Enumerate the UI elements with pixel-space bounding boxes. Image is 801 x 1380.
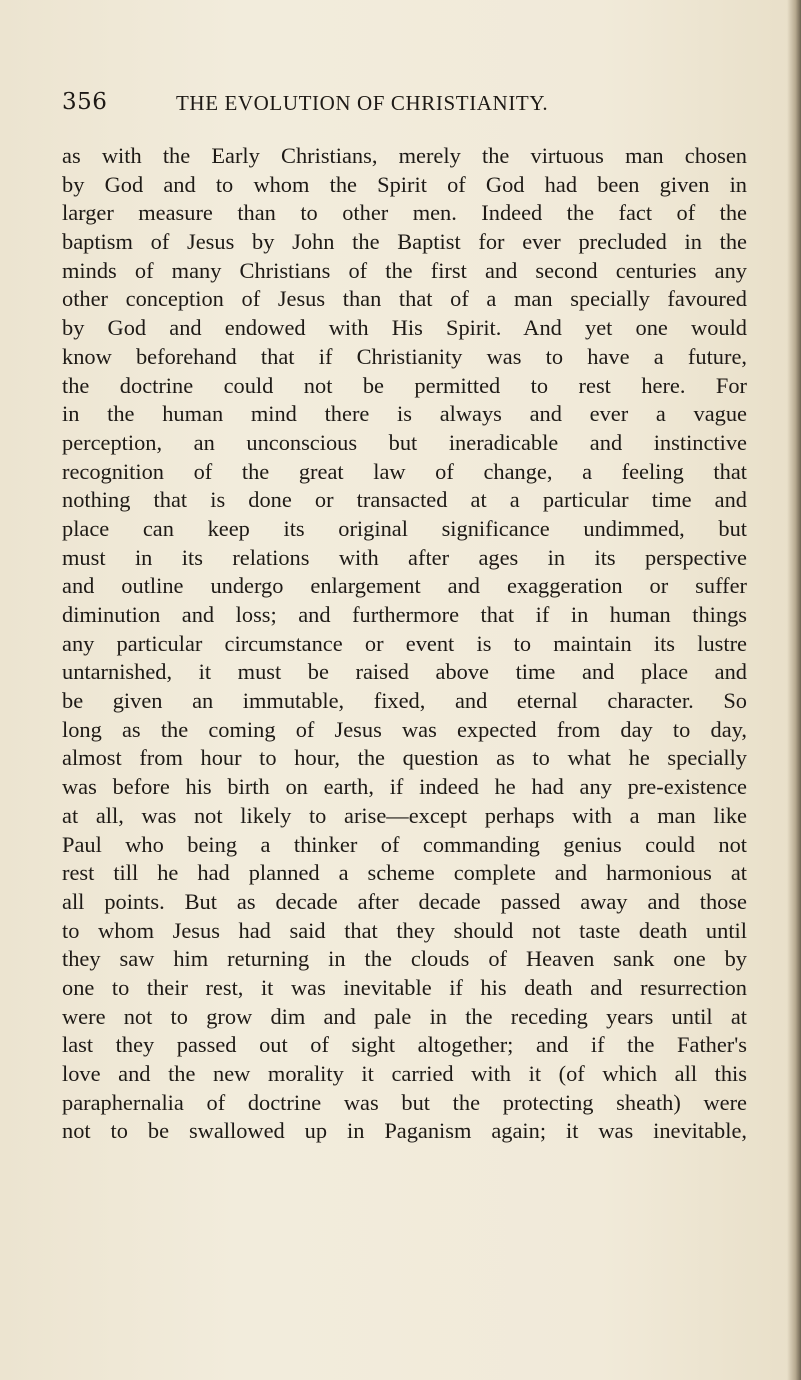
text-line: and outline undergo enlargement and exaggeration or suffer: [62, 573, 747, 599]
text-line: not to be swallowed up in Paganism again; it was inevitable,: [62, 1118, 747, 1144]
text-line: any particular circumstance or event is to maintain its lustre: [62, 630, 747, 656]
text-line: recognition of the great law of change, a feeling that: [62, 458, 747, 484]
text-line: was before his birth on earth, if indeed he had any pre-existence: [62, 774, 747, 800]
text-line: at all, was not likely to arise—except perhaps with a man like: [62, 802, 747, 828]
text-line: Paul who being a thinker of commanding genius could not: [62, 831, 747, 857]
text-line: by God and to whom the Spirit of God had been given in: [62, 171, 747, 197]
text-line: last they passed out of sight altogether; and if the Father's: [62, 1032, 747, 1058]
running-head: [62, 89, 712, 119]
page-edge-shadow: [787, 0, 801, 1380]
text-line: love and the new morality it carried with it (of which all this: [62, 1061, 747, 1086]
text-line: nothing that is done or transacted at a particular time and: [62, 487, 747, 513]
text-line: place can keep its original significance undimmed, but: [62, 515, 747, 541]
text-line: in the human mind there is always and ever a vague: [62, 401, 747, 427]
text-line: were not to grow dim and pale in the receding years until at: [62, 1003, 747, 1029]
text-line: as with the Early Christians, merely the virtuous man chosen: [62, 143, 747, 168]
text-line: perception, an unconscious but ineradicable and instinctive: [62, 429, 747, 455]
text-line: baptism of Jesus by John the Baptist for ever precluded in the: [62, 229, 747, 255]
text-line: other conception of Jesus than that of a man specially favoured: [62, 286, 747, 312]
text-line: diminution and loss; and furthermore that if in human things: [62, 602, 747, 627]
text-line: know beforehand that if Christianity was to have a future,: [62, 343, 747, 369]
text-line: by God and endowed with His Spirit. And yet one would: [62, 315, 747, 341]
page-number: 356: [62, 89, 108, 115]
text-line: to whom Jesus had said that they should not taste death until: [62, 917, 747, 943]
text-line: minds of many Christians of the first and second centuries any: [62, 257, 747, 283]
running-title: THE EVOLUTION OF CHRISTIANITY.: [176, 91, 549, 115]
text-line: all points. But as decade after decade passed away and those: [62, 888, 747, 914]
text-line: be given an immutable, fixed, and eternal character. So: [62, 688, 747, 714]
text-line: untarnished, it must be raised above time and place and: [62, 659, 747, 685]
text-line: one to their rest, it was inevitable if his death and resurrection: [62, 974, 747, 1000]
text-line: must in its relations with after ages in its perspective: [62, 544, 747, 570]
text-line: rest till he had planned a scheme complete and harmonious at: [62, 860, 747, 886]
text-line: paraphernalia of doctrine was but the protecting sheath) were: [62, 1089, 747, 1115]
text-line: they saw him returning in the clouds of Heaven sank one by: [62, 946, 747, 972]
body-text: [62, 142, 747, 1146]
text-line: the doctrine could not be permitted to rest here. For: [62, 372, 747, 398]
text-line: larger measure than to other men. Indeed the fact of the: [62, 200, 747, 226]
text-line: almost from hour to hour, the question as to what he specially: [62, 745, 747, 771]
text-line: long as the coming of Jesus was expected from day to day,: [62, 716, 747, 742]
